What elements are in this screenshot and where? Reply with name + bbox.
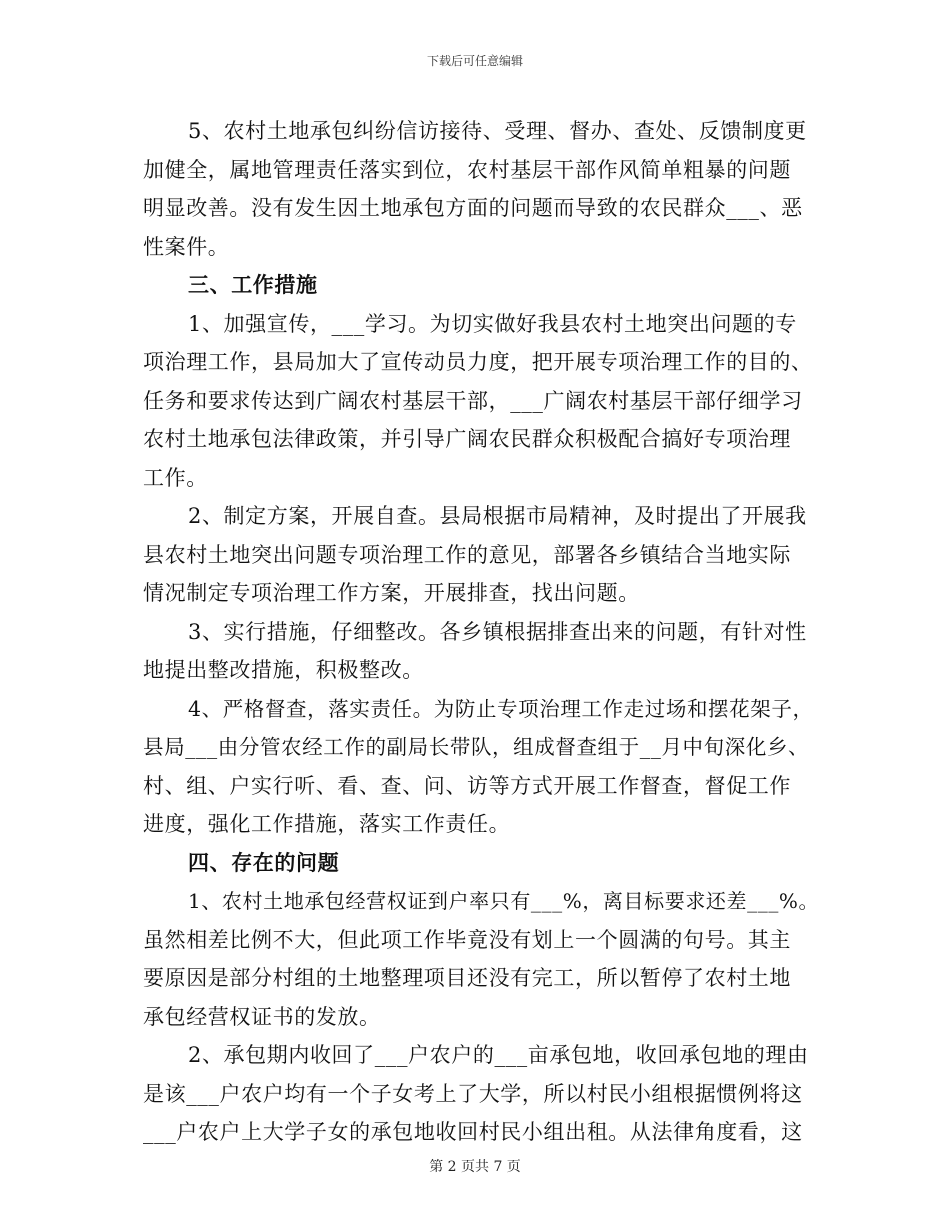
paragraph-line: 村、组、户实行听、看、查、问、访等方式开展工作督查，督促工作: [143, 773, 791, 798]
paragraph-line: 2、承包期内收回了___户农户的___亩承包地，收回承包地的理由: [188, 1043, 809, 1067]
paragraph-line: 明显改善。没有发生因土地承包方面的问题而导致的农民群众___、恶: [143, 196, 803, 220]
paragraph-line: 进度，强化工作措施，落实工作责任。: [143, 812, 511, 836]
section-heading: 四、存在的问题: [188, 850, 340, 875]
paragraph-line: 1、加强宣传，___学习。为切实做好我县农村土地突出问题的专: [188, 311, 797, 336]
paragraph-line: ___户农户上大学子女的承包地收回村民小组出租。从法律角度看，这: [143, 1120, 803, 1144]
paragraph-line: 虽然相差比例不大，但此项工作毕竟没有划上一个圆满的句号。其主: [143, 927, 791, 952]
paragraph-line: 工作。: [143, 465, 208, 490]
paragraph-line: 是该___户农户均有一个子女考上了大学，所以村民小组根据惯例将这: [143, 1081, 803, 1106]
paragraph-line: 性案件。: [143, 234, 230, 259]
paragraph-line: 承包经营权证书的发放。: [143, 1004, 381, 1029]
section-heading: 三、工作措施: [188, 273, 318, 297]
paragraph-line: 1、农村土地承包经营权证到户率只有___%，离目标要求还差___%。: [188, 889, 820, 913]
page-number: 第 2 页共 7 页: [429, 1159, 521, 1175]
paragraph-line: 5、农村土地承包纠纷信访接待、受理、督办、查处、反馈制度更: [188, 119, 807, 143]
paragraph-line: 县农村土地突出问题专项治理工作的意见，部署各乡镇结合当地实际: [143, 542, 791, 567]
page-header: 下载后可任意编辑: [426, 54, 523, 68]
document-body: [143, 112, 823, 1152]
paragraph-line: 县局___由分管农经工作的副局长带队，组成督查组于__月中旬深化乡、: [143, 735, 810, 759]
paragraph-line: 要原因是部分村组的土地整理项目还没有完工，所以暂停了农村土地: [143, 966, 791, 990]
paragraph-line: 情况制定专项治理工作方案，开展排查，找出问题。: [143, 581, 640, 605]
paragraph-line: 项治理工作，县局加大了宣传动员力度，把开展专项治理工作的目的、: [143, 350, 813, 374]
paragraph-line: 加健全，属地管理责任落实到位，农村基层干部作风简单粗暴的问题: [143, 157, 791, 182]
paragraph-line: 农村土地承包法律政策，并引导广阔农民群众积极配合搞好专项治理: [143, 427, 791, 451]
paragraph-line: 4、严格督查，落实责任。为防止专项治理工作走过场和摆花架子，: [188, 696, 814, 721]
paragraph-line: 地提出整改措施，积极整改。: [143, 658, 424, 682]
paragraph-line: 2、制定方案，开展自查。县局根据市局精神，及时提出了开展我: [188, 504, 807, 528]
paragraph-line: 任务和要求传达到广阔农村基层干部，___广阔农村基层干部仔细学习: [143, 388, 803, 413]
paragraph-line: 3、实行措施，仔细整改。各乡镇根据排查出来的问题，有针对性: [188, 619, 807, 644]
